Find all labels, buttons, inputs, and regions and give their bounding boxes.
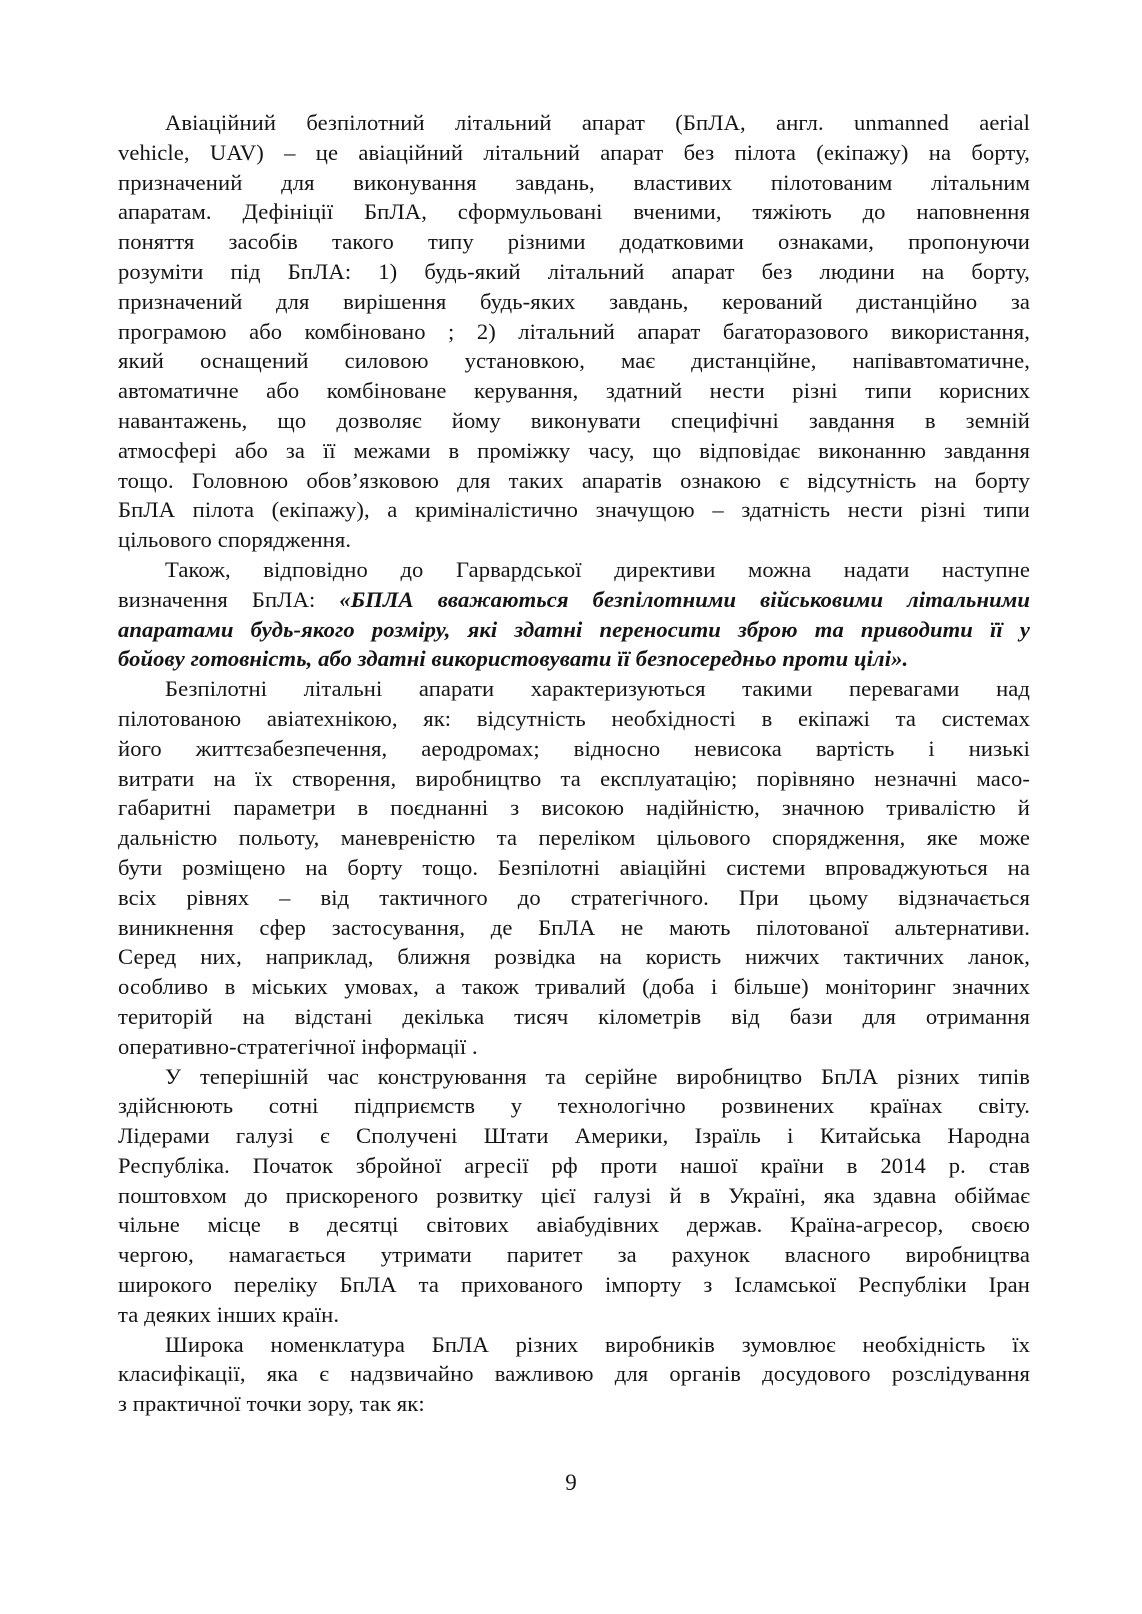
- text-line: [118, 883, 1030, 913]
- text-line: [118, 1002, 1030, 1032]
- text-line: [118, 674, 1030, 704]
- text-line: [118, 1359, 1030, 1389]
- text-segment: У теперішній час конструювання та серійне виробництво БпЛА різних типів: [165, 1063, 1030, 1089]
- text-line: [118, 1240, 1030, 1270]
- text-segment: витрати на їх створення, виробництво та експлуатацію; порівняно незначні масо-: [118, 765, 1030, 791]
- text-line: [118, 1121, 1030, 1151]
- text-segment: Також, відповідно до Гарвардської директиви можна надати наступне: [165, 556, 1030, 582]
- text-segment: який оснащений силовою установкою, має дистанційне, напівавтоматичне,: [118, 348, 1030, 374]
- text-line: [118, 853, 1030, 883]
- text-segment: Лідерами галузі є Сполучені Штати Америки, Ізраїль і Китайська Народна: [118, 1123, 1030, 1149]
- text-line: [118, 406, 1030, 436]
- text-line: [118, 585, 1030, 615]
- text-segment: атмосфері або за її межами в проміжку часу, що відповідає виконанню завдання: [118, 437, 1030, 463]
- text-line: [118, 644, 1030, 674]
- text-segment: пілотованою авіатехнікою, як: відсутність необхідності в екіпажі та системах: [118, 705, 1030, 731]
- text-segment: габаритні параметри в поєднанні з високою надійністю, значною тривалістю й: [118, 795, 1030, 821]
- text-line: [118, 1181, 1030, 1211]
- text-line: [118, 108, 1030, 138]
- text-segment: навантажень, що дозволяє йому виконувати специфічні завдання в земній: [118, 407, 1030, 433]
- text-segment: Широка номенклатура БпЛА різних виробників зумовлює необхідність їх: [165, 1331, 1030, 1357]
- text-line: [118, 138, 1030, 168]
- text-line: [118, 1330, 1030, 1360]
- text-segment: призначений для вирішення будь-яких завдань, керований дистанційно за: [118, 288, 1030, 314]
- text-segment: призначений для виконування завдань, властивих пілотованим літальним: [118, 169, 1030, 195]
- text-segment: оперативно-стратегічної інформації .: [118, 1033, 478, 1059]
- text-segment: чергою, намагається утримати паритет за рахунок власного виробництва: [118, 1242, 1030, 1268]
- text-segment: апаратам. Дефініції БпЛА, сформульовані вченими, тяжіють до наповнення: [118, 199, 1030, 225]
- text-line: [118, 1389, 1030, 1419]
- text-segment: програмою або комбіновано ; 2) літальний апарат багаторазового використання,: [118, 318, 1030, 344]
- text-line: [118, 793, 1030, 823]
- text-segment: vehicle, UAV) – це авіаційний літальний апарат без пілота (екіпажу) на борту,: [118, 139, 1030, 165]
- text-segment: широкого переліку БпЛА та прихованого імпорту з Ісламської Республіки Іран: [118, 1272, 1030, 1298]
- text-segment: Серед них, наприклад, ближня розвідка на користь нижчих тактичних ланок,: [118, 944, 1030, 970]
- text-segment: бути розміщено на борту тощо. Безпілотні авіаційні системи впроваджуються на: [118, 854, 1030, 880]
- text-line: [118, 525, 1030, 555]
- text-segment: виникнення сфер застосування, де БпЛА не мають пілотованої альтернативи.: [118, 914, 1030, 940]
- page-number: 9: [565, 1470, 577, 1495]
- text-line: [118, 495, 1030, 525]
- text-segment: та деяких інших країн.: [118, 1301, 340, 1327]
- text-line: [118, 197, 1030, 227]
- text-segment: класифікації, яка є надзвичайно важливою для органів досудового розслідування: [118, 1361, 1030, 1387]
- text-line: [118, 287, 1030, 317]
- text-segment: визначення БпЛА:: [118, 586, 340, 612]
- text-line: [118, 1091, 1030, 1121]
- text-line: [118, 913, 1030, 943]
- text-segment: особливо в міських умовах, а також тривалий (доба і більше) моніторинг значних: [118, 974, 1030, 1000]
- text-line: [118, 466, 1030, 496]
- text-line: [118, 823, 1030, 853]
- text-line: [118, 317, 1030, 347]
- text-line: [118, 555, 1030, 585]
- text-segment: цільового спорядження.: [118, 527, 352, 553]
- text-segment: дальністю польоту, маневреністю та переліком цільового спорядження, яке може: [118, 825, 1030, 851]
- text-line: [118, 436, 1030, 466]
- text-segment: всіх рівнях – від тактичного до стратегічного. При цьому відзначається: [118, 884, 1030, 910]
- text-line: [118, 1270, 1030, 1300]
- text-line: [118, 764, 1030, 794]
- text-line: [118, 227, 1030, 257]
- text-segment: БпЛА пілота (екіпажу), а криміналістично значущою – здатність нести різні типи: [118, 497, 1030, 523]
- text-segment: чільне місце в десятці світових авіабудівних держав. Країна-агресор, своєю: [118, 1212, 1030, 1238]
- quoted-definition-segment: бойову готовність, або здатні використовувати її безпосередньо проти цілі».: [118, 646, 909, 672]
- text-segment: його життєзабезпечення, аеродромах; відносно невисока вартість і низькі: [118, 735, 1030, 761]
- text-line: [118, 168, 1030, 198]
- text-segment: територій на відстані декілька тисяч кілометрів від бази для отримання: [118, 1003, 1030, 1029]
- text-line: [118, 704, 1030, 734]
- text-line: [118, 1151, 1030, 1181]
- text-line: [118, 615, 1030, 645]
- text-line: [118, 1210, 1030, 1240]
- text-segment: розуміти під БпЛА: 1) будь-який літальний апарат без людини на борту,: [118, 258, 1030, 284]
- text-line: [118, 1032, 1030, 1062]
- text-segment: Авіаційний безпілотний літальний апарат (БпЛА, англ. unmanned aerial: [165, 110, 1030, 135]
- text-line: [118, 734, 1030, 764]
- text-segment: Республіка. Початок збройної агресії рф проти нашої країни в 2014 р. став: [118, 1152, 1030, 1178]
- text-line: [118, 1062, 1030, 1092]
- text-segment: поняття засобів такого типу різними додатковими ознаками, пропонуючи: [118, 229, 1030, 255]
- text-segment: здійснюють сотні підприємств у технологічно розвинених країнах світу.: [118, 1093, 1030, 1119]
- quoted-definition-segment: «БПЛА вважаються безпілотними військовими літальними: [339, 586, 1030, 612]
- text-line: [118, 942, 1030, 972]
- text-segment: автоматичне або комбіноване керування, здатний нести різні типи корисних: [118, 378, 1030, 404]
- text-segment: Безпілотні літальні апарати характеризуються такими перевагами над: [165, 676, 1030, 702]
- text-segment: тощо. Головною обов’язковою для таких апаратів ознакою є відсутність на борту: [118, 467, 1030, 493]
- text-segment: з практичної точки зору, так як:: [118, 1391, 425, 1417]
- text-line: [118, 376, 1030, 406]
- text-segment: поштовхом до прискореного розвитку цієї галузі й в Україні, яка здавна обіймає: [118, 1182, 1030, 1208]
- text-line: [118, 346, 1030, 376]
- page-body-text: [118, 108, 1030, 1419]
- text-line: [118, 1300, 1030, 1330]
- quoted-definition-segment: апаратами будь-якого розміру, які здатні переносити зброю та приводити її у: [118, 616, 1030, 642]
- text-line: [118, 257, 1030, 287]
- text-line: [118, 972, 1030, 1002]
